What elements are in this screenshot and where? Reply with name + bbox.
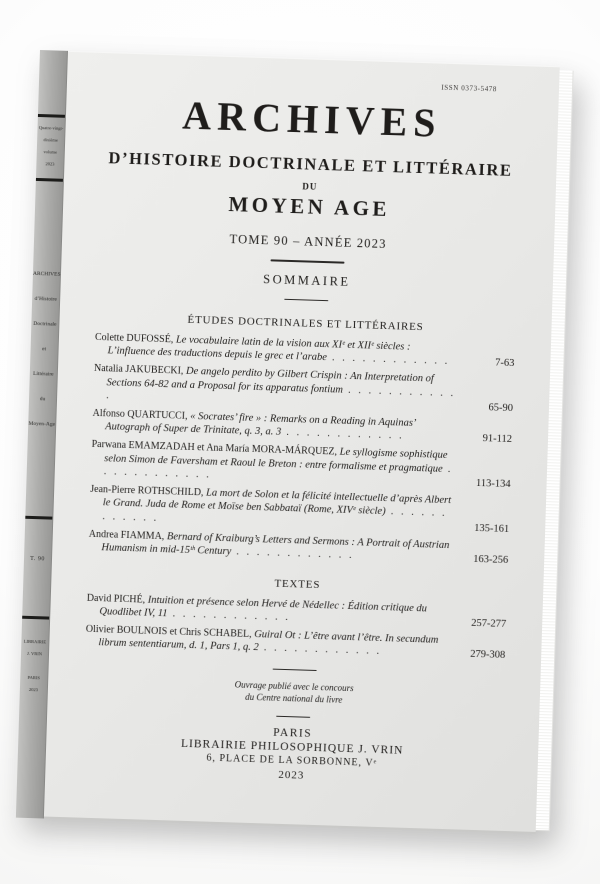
entry-title: Guiral Ot : L’être avant l’être. In secundum librum sententiarum, d. 1, Pars 1, q. 2 <box>98 628 439 654</box>
entry-pages: 135-161 <box>474 522 510 535</box>
spine-publisher <box>21 636 49 661</box>
dot-leader <box>259 642 382 657</box>
spine-publisher-line: LIBRAIRIE <box>23 638 47 645</box>
spine-title-line: d’Histoire <box>34 295 57 303</box>
divider-rule <box>270 259 344 263</box>
entry-pages: 91-112 <box>482 433 513 446</box>
entry-title: « Socrates’ fire » : Remarks on a Reading in Aquinas’ Autograph of Super de Trinitate, q. 3, a. 3 <box>105 410 416 439</box>
entry-pages: 7-63 <box>494 357 515 370</box>
entry-author: Andrea FIAMMA, <box>88 528 165 542</box>
journal-subtitle-line2: DU <box>302 181 318 192</box>
spine-title-line: et <box>42 346 47 353</box>
entry-text <box>88 528 453 566</box>
entry-pages: 65-90 <box>488 402 514 415</box>
divider-rule <box>273 668 317 670</box>
dot-leader <box>167 608 290 623</box>
entry-text <box>91 438 456 490</box>
issn-label: ISSN 0373-5478 <box>441 83 498 94</box>
section-heading-etudes: ÉTUDES DOCTRINALES ET LITTÉRAIRES <box>187 313 424 334</box>
entry-title: Le syllogisme sophistique selon Simon de Faversham et Raoul le Breton : entre formalisme et pragmatique <box>104 446 448 475</box>
toc-entry <box>91 438 512 491</box>
toc-entry <box>93 362 514 415</box>
spine-band <box>36 178 63 182</box>
journal-subtitle-line1: D’HISTOIRE DOCTRINALE ET LITTÉRAIRE <box>108 148 513 180</box>
publication-note-line: Ouvrage publié avec le concours <box>234 679 354 693</box>
book-front-cover <box>44 51 560 834</box>
spine-city: PARIS <box>27 674 41 681</box>
entry-title: De angelo perdito by Gilbert Crispin : An Interpretation of Sections 64-82 and a Proposal for its apparatus fontium <box>106 366 434 396</box>
spine-band-top <box>38 114 65 118</box>
spine-title-line: Littéraire <box>32 370 54 378</box>
entry-title: Bernard of Kraiburg’s Letters and Sermons : A Portrait of Austrian Humanism in mid-15ᵗʰ Century <box>101 531 450 558</box>
tome-year-line: TOME 90 – ANNÉE 2023 <box>229 232 387 251</box>
entry-title: La mort de Solon et la félicité intellectuelle d’après Albert le Grand. Juda de Rome et Moïse ben Sabbataï (Rome, XIVᵉ siècle) <box>102 487 452 518</box>
entry-pages: 163-256 <box>473 554 509 567</box>
spine-title <box>28 262 60 438</box>
book <box>16 50 574 834</box>
imprint-city: PARIS <box>272 726 313 740</box>
dot-leader <box>327 353 450 368</box>
spine-year: 2023 <box>28 686 38 693</box>
spine-volume-line: 2023 <box>45 161 55 167</box>
entry-title: Intuition et présence selon Hervé de Nédellec : Édition critique du Quodlibet IV, 11 <box>99 594 428 620</box>
entry-text <box>93 362 458 414</box>
entry-author: David PICHÉ, <box>86 592 146 606</box>
entry-author: Olivier BOULNOIS et Chris SCHABEL, <box>85 623 252 640</box>
spine-volume-line: Quatre-vingt- <box>38 125 64 131</box>
entry-author: Colette DUFOSSÉ, <box>94 331 174 346</box>
entry-text <box>85 623 450 661</box>
journal-subtitle-line3: MOYEN AGE <box>228 192 391 222</box>
spine-volume-text <box>36 122 64 171</box>
imprint-address: 6, PLACE DE LA SORBONNE, Vᵉ <box>206 752 378 769</box>
toc-entry <box>89 483 510 536</box>
entry-author: Parwana EMAMZADAH et Ana María MORA-MÁRQUEZ, <box>91 439 338 458</box>
imprint-block <box>81 720 502 787</box>
spine-tome: T. 90 <box>30 555 45 563</box>
entry-text <box>89 483 454 535</box>
spine-city-year <box>20 672 48 697</box>
entry-author: Alfonso QUARTUCCI, <box>92 407 188 422</box>
spine-publisher-line: J. VRIN <box>26 650 43 657</box>
imprint-publisher: LIBRAIRIE PHILOSOPHIQUE J. VRIN <box>180 737 404 757</box>
imprint-year: 2023 <box>278 768 305 782</box>
dot-leader <box>231 546 354 561</box>
entry-pages: 279-308 <box>470 649 506 662</box>
entry-pages: 257-277 <box>471 617 507 630</box>
entry-title: Le vocabulaire latin de la vision aux XIᵉ et XIIᵉ siècles : L’influence des traductions depuis le grec et l’arabe <box>107 334 411 364</box>
dot-leader <box>281 427 404 442</box>
divider-rule <box>284 299 328 301</box>
spine-volume-line: dixième <box>43 137 59 143</box>
spine-title-line: ARCHIVES <box>32 270 61 278</box>
spine-band <box>22 616 49 620</box>
spine-title-line: du <box>39 396 46 403</box>
spine-title-line: Doctrinale <box>33 320 57 328</box>
entry-author: Jean-Pierre ROTHSCHILD, <box>90 483 204 499</box>
entry-pages: 113-134 <box>475 478 511 491</box>
section-heading-textes: TEXTES <box>274 577 321 591</box>
spine-volume-line: volume <box>43 149 58 155</box>
spine-title-line: Moyen-Age <box>28 420 56 428</box>
entry-author: Natalia JAKUBECKI, <box>93 363 184 377</box>
sommaire-heading: SOMMAIRE <box>263 272 351 289</box>
publication-note <box>84 673 505 711</box>
journal-title: ARCHIVES <box>181 92 443 146</box>
spine-band <box>25 516 52 520</box>
divider-rule <box>276 715 310 717</box>
publication-note-line: du Centre national du livre <box>244 691 343 706</box>
